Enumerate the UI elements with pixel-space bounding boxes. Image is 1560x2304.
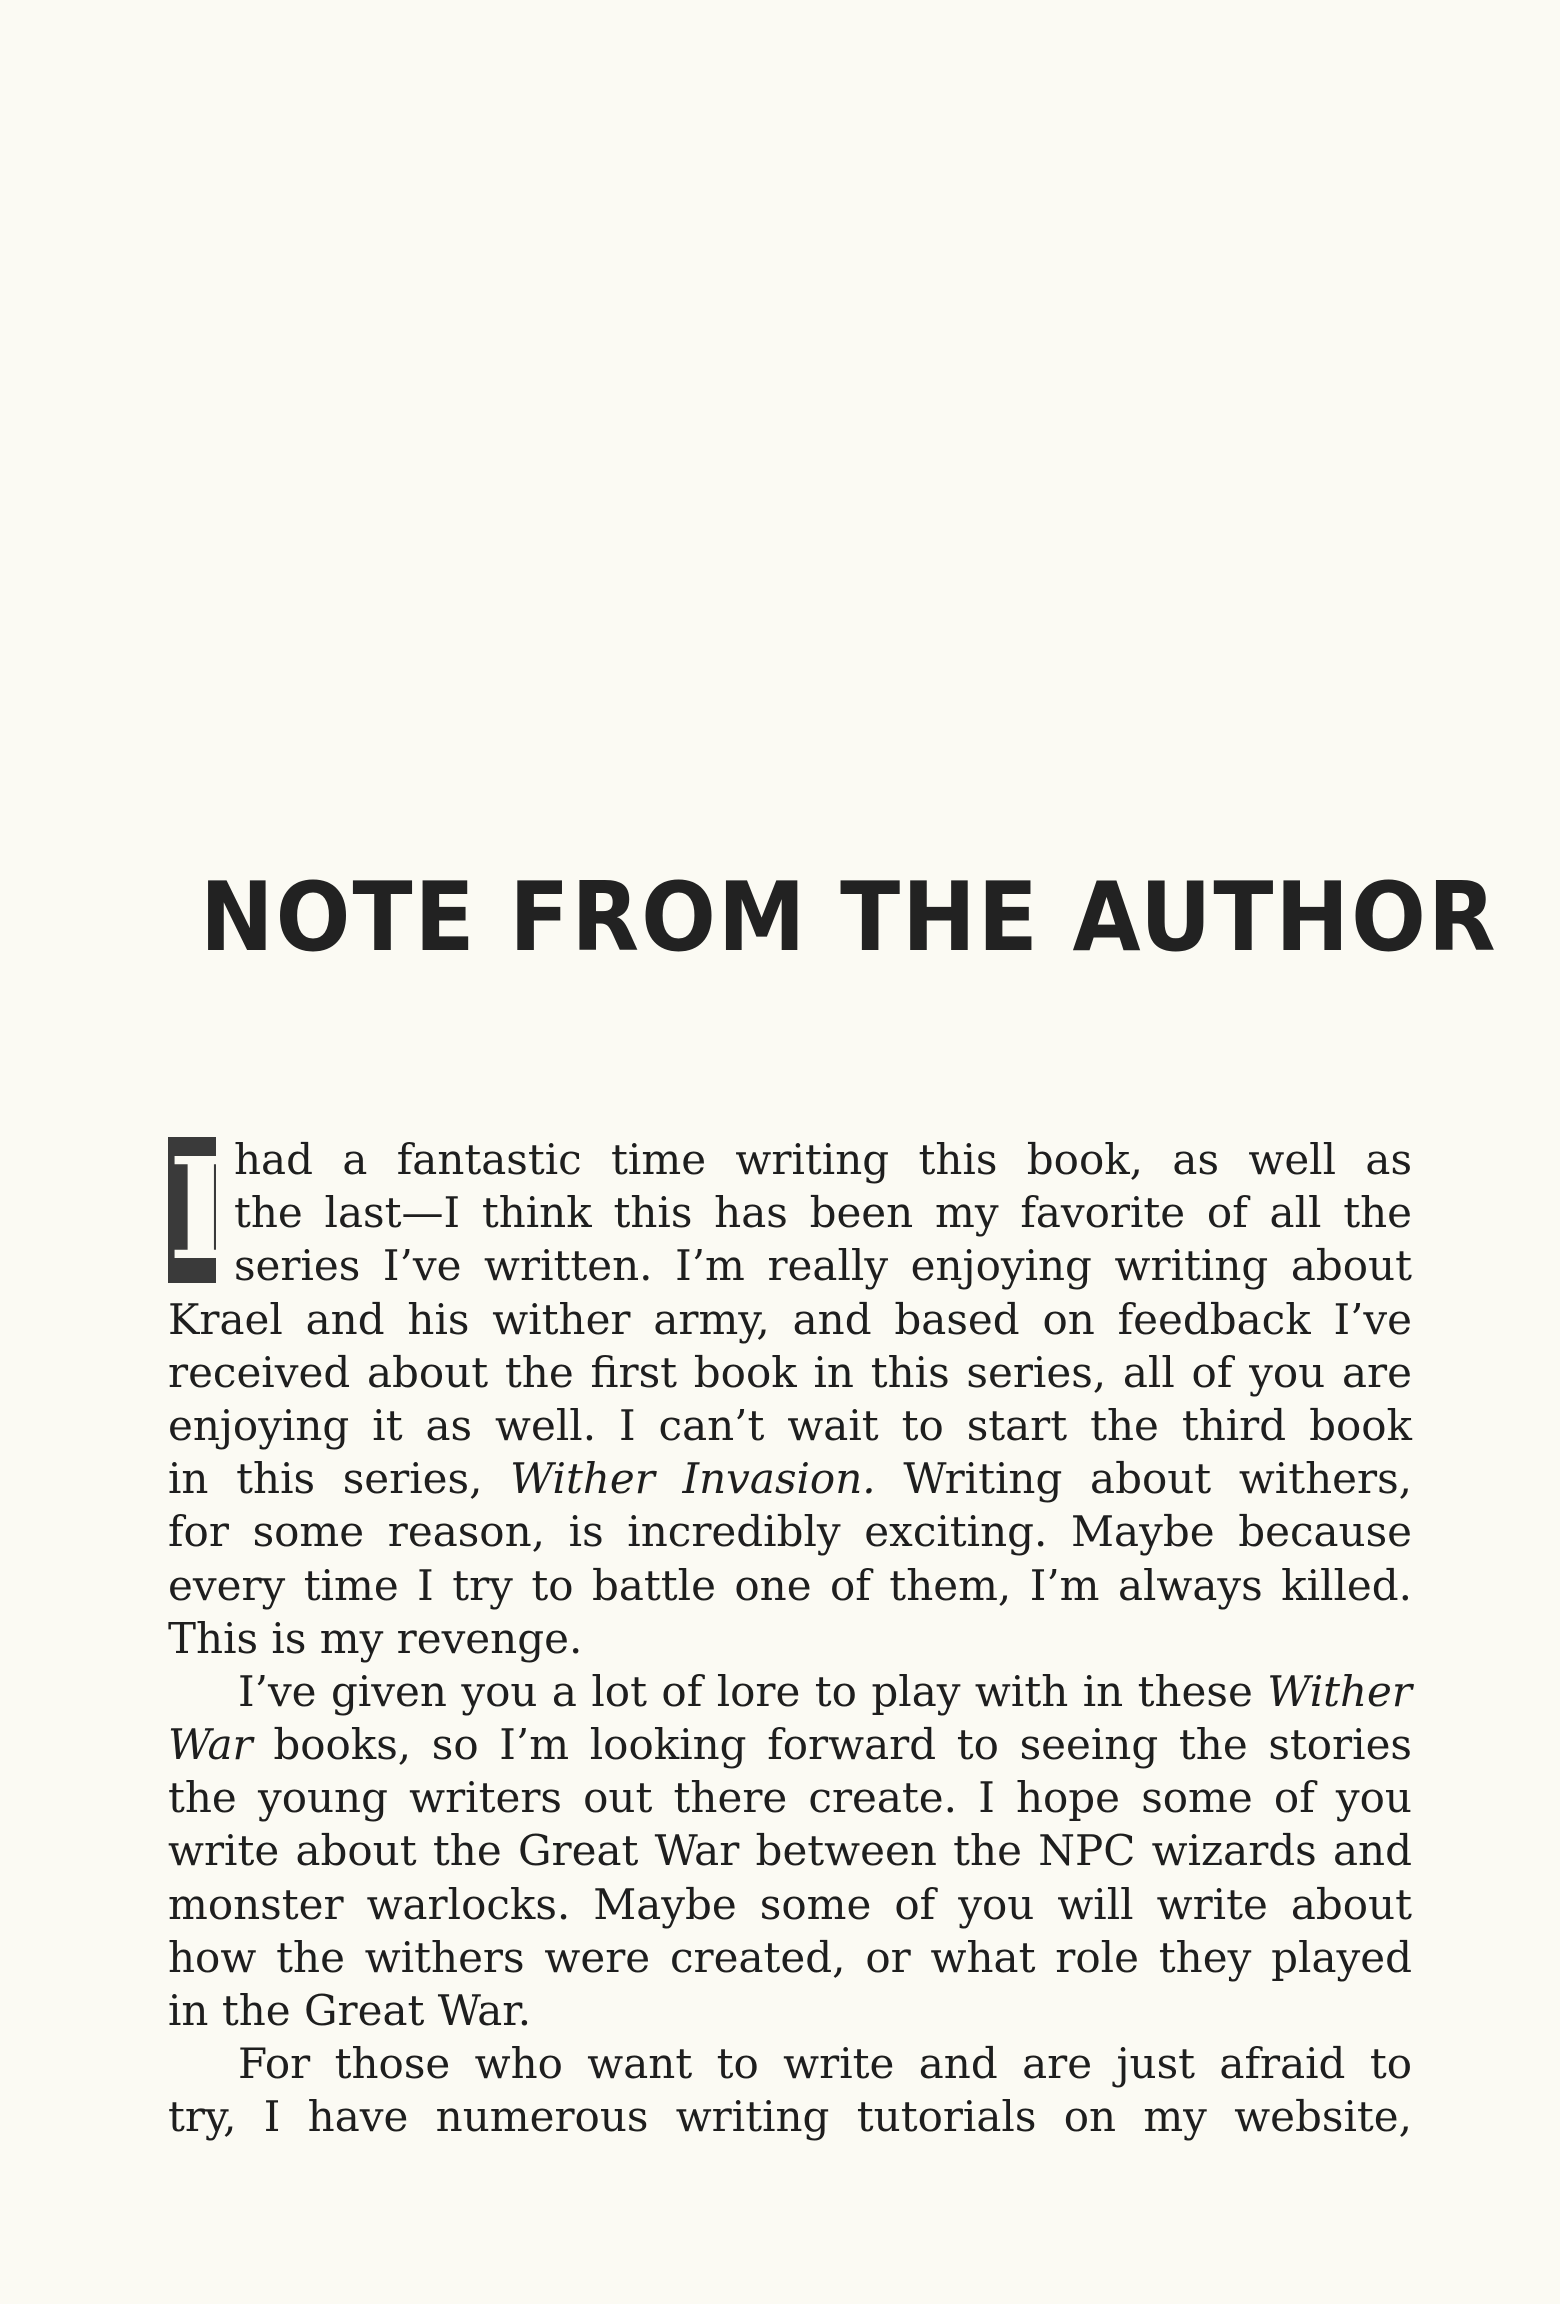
text-line: enjoying it as well. I can’t wait to start the third book bbox=[168, 1400, 1412, 1450]
text-line: how the withers were created, or what role they played bbox=[168, 1932, 1412, 1982]
text-line bbox=[168, 1718, 1412, 1771]
text-line: received about the first book in this series, all of you are bbox=[168, 1347, 1412, 1397]
text-line: the last—I think this has been my favorite of all the bbox=[234, 1188, 1412, 1238]
text-line: try, I have numerous writing tutorials on my website, bbox=[168, 2092, 1412, 2142]
text-line bbox=[168, 1665, 1412, 1718]
text-segment: in this series, bbox=[168, 1454, 483, 1504]
text-line: monster warlocks. Maybe some of you will write about bbox=[168, 1879, 1412, 1929]
text-line: This is my revenge. bbox=[168, 1613, 583, 1663]
text-line: series I’ve written. I’m really enjoying writing about bbox=[234, 1241, 1412, 1291]
text-line: every time I try to battle one of them, I’m always killed. bbox=[168, 1560, 1412, 1610]
text-line: in the Great War. bbox=[168, 1986, 532, 2035]
text-line: for some reason, is incredibly exciting. Maybe because bbox=[168, 1507, 1412, 1557]
text-line bbox=[168, 1452, 1412, 1505]
text-segment: books, so I’m looking forward to seeing the stories bbox=[273, 1720, 1412, 1770]
text-line: write about the Great War between the NPC wizards and bbox=[168, 1826, 1412, 1876]
text-line: the young writers out there create. I hope some of you bbox=[168, 1773, 1412, 1823]
text-line: For those who want to write and are just afraid to bbox=[238, 2039, 1412, 2089]
page-title: NOTE FROM THE AUTHOR bbox=[200, 861, 1498, 973]
book-title-italic: Wither bbox=[1267, 1666, 1412, 1716]
text-line: had a fantastic time writing this book, as well as bbox=[234, 1135, 1412, 1184]
text-line: Krael and his wither army, and based on feedback I’ve bbox=[168, 1294, 1412, 1344]
book-title-italic: Wither Invasion. bbox=[510, 1454, 876, 1504]
text-segment: Writing about withers, bbox=[903, 1454, 1412, 1504]
body-text bbox=[168, 1128, 1412, 2144]
book-title-italic: War bbox=[168, 1720, 253, 1770]
drop-cap: I bbox=[168, 1128, 234, 1292]
text-segment: I’ve given you a lot of lore to play with in these bbox=[238, 1666, 1253, 1716]
